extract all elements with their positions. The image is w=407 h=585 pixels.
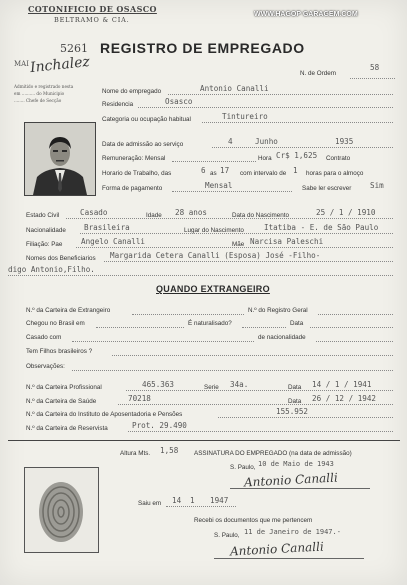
- reservist-value: Prot. 29.490: [132, 421, 187, 430]
- series-label: Serie: [204, 384, 219, 391]
- hour-label: Hora: [258, 155, 272, 162]
- birth-label: Data do Nascimento: [232, 212, 290, 219]
- prof-card-label: N.º da Carteira Profissional: [26, 384, 102, 391]
- stamp-line-2: em .......... do Municipio: [14, 91, 65, 96]
- interval-label: com intervalo de: [240, 170, 287, 177]
- naturalized-label: É naturalisado?: [188, 320, 232, 327]
- category-value: Tintureiro: [222, 112, 268, 121]
- payment-label: Forma de pagamento: [102, 185, 163, 192]
- naturalized-date-label: Data: [290, 320, 304, 327]
- admission-day: 4: [228, 137, 233, 146]
- health-date-value: 26 / 12 / 1942: [312, 394, 377, 403]
- handwritten-mark: Inchalez: [29, 53, 91, 77]
- place-1: S. Paulo,: [230, 464, 256, 471]
- prof-card-value: 465.363: [142, 380, 175, 389]
- reservist-label: N.º da Carteira de Reservista: [26, 425, 108, 432]
- company-owner: BELTRAMO & CIA.: [54, 16, 130, 24]
- remuneration-label: Remuneração: Mensal: [102, 155, 166, 162]
- age-label: Idade: [146, 212, 162, 219]
- thumbprint-box: [24, 467, 99, 553]
- foreign-card-label: N.º da Carteira de Extrangeiro: [26, 307, 111, 314]
- date-1: 10 de Maio de 1943: [258, 460, 334, 468]
- institute-label: N.º da Carteira do Instituto de Aposentadoria e Pensões: [26, 411, 183, 418]
- employee-signature-1: Antonio Canalli: [243, 470, 339, 490]
- date-2: 11 de Janeiro de 1947.-: [244, 528, 341, 536]
- health-card-value: 70218: [128, 394, 151, 403]
- beneficiaries-value-1: Margarida Cetera Canalli (Esposa) José -Filho-: [110, 251, 321, 260]
- prof-date-label: Data: [288, 384, 302, 391]
- admission-label: Data de admissão ao serviço: [102, 141, 184, 148]
- health-date-label: Data: [288, 398, 302, 405]
- residence-value: Osasco: [165, 97, 193, 106]
- employee-photo: [24, 122, 96, 196]
- beneficiaries-label: Nomes dos Beneficiarios: [26, 255, 96, 262]
- name-label: Nome do empregado: [102, 88, 162, 95]
- civil-value: Casado: [80, 208, 108, 217]
- order-label: N. de Ordem: [300, 70, 337, 77]
- birth-value: 25 / 1 / 1910: [316, 208, 376, 217]
- admission-month: Junho: [255, 137, 278, 146]
- interval-value: 1: [293, 166, 298, 175]
- children-label: Tem Filhos brasileiros ?: [26, 348, 93, 355]
- residence-label: Residencia: [102, 101, 134, 108]
- age-value: 28 anos: [175, 208, 208, 217]
- contract-label: Contrato: [326, 155, 351, 162]
- stamp-line-1: Admitido e registrado nesta: [14, 84, 74, 89]
- health-card-label: N.º da Carteira de Saúde: [26, 398, 97, 405]
- received-label: Recebi os documentos que me pertencem: [194, 517, 313, 524]
- foreigner-heading: QUANDO EXTRANGEIRO: [156, 284, 270, 294]
- left-month: 1: [190, 496, 195, 505]
- schedule-from: 6: [201, 166, 206, 175]
- watermark: WWW.HAGOP GARAGEM.COM: [254, 11, 358, 18]
- sign-label: ASSINATURA DO EMPREGADO (na data de admissão): [194, 450, 352, 457]
- notes-label: Observações:: [26, 363, 65, 370]
- series-value: 34a.: [230, 380, 249, 389]
- literacy-value: Sim: [370, 181, 384, 190]
- mother-value: Narcisa Paleschi: [250, 237, 324, 246]
- stamp-mark: MAI: [14, 60, 29, 68]
- schedule-label: Horario de Trabalho, das: [102, 170, 172, 177]
- institute-value: 155.952: [276, 407, 309, 416]
- place-2: S. Paulo,: [214, 532, 240, 539]
- prof-date-value: 14 / 1 / 1941: [312, 380, 372, 389]
- name-value: Antonio Canalli: [200, 84, 269, 93]
- birthplace-label: Lugar do Nascimento: [184, 227, 244, 234]
- admission-year: 1935: [335, 137, 354, 146]
- father-label: Filiação: Pae: [26, 241, 63, 248]
- nationality-value: Brasileira: [84, 223, 130, 232]
- interval-suffix: horas para o almoço: [306, 170, 364, 177]
- payment-value: Mensal: [205, 181, 233, 190]
- spouse-nationality-label: de nacionalidade: [258, 334, 306, 341]
- civil-label: Estado Civil: [26, 212, 60, 219]
- married-label: Casado com: [26, 334, 62, 341]
- left-year: 1947: [210, 496, 229, 505]
- left-day: 14: [172, 496, 182, 505]
- page-title: REGISTRO DE EMPREGADO: [100, 40, 305, 56]
- mother-label: Mãe: [232, 241, 245, 248]
- hour-value: Cr$ 1,625: [276, 151, 318, 160]
- schedule-between: as: [210, 170, 217, 177]
- literacy-label: Sabe ler escrever: [302, 185, 352, 192]
- company-name: COTONIFICIO DE OSASCO: [28, 4, 157, 14]
- left-label: Saiu em: [138, 500, 162, 507]
- arrived-label: Chegou no Brasil em: [26, 320, 85, 327]
- employee-signature-2: Antonio Canalli: [229, 539, 325, 559]
- height-value: 1,58: [160, 446, 179, 455]
- birthplace-value: Itatiba - E. de São Paulo: [264, 223, 379, 232]
- category-label: Categoria ou ocupação habitual: [102, 116, 191, 123]
- stamp-line-3: ........ Chefe de Secção: [14, 98, 62, 103]
- father-value: Angelo Canalli: [81, 237, 146, 246]
- nationality-label: Nacionalidade: [26, 227, 66, 234]
- registry-label: N.º do Registro Geral: [248, 307, 308, 314]
- schedule-to: 17: [220, 166, 230, 175]
- height-label: Altura Mts.: [120, 450, 151, 457]
- order-value: 58: [370, 63, 380, 72]
- beneficiaries-value-2: digo Antonio,Filho.: [8, 265, 95, 274]
- record-number: 5261: [60, 42, 88, 55]
